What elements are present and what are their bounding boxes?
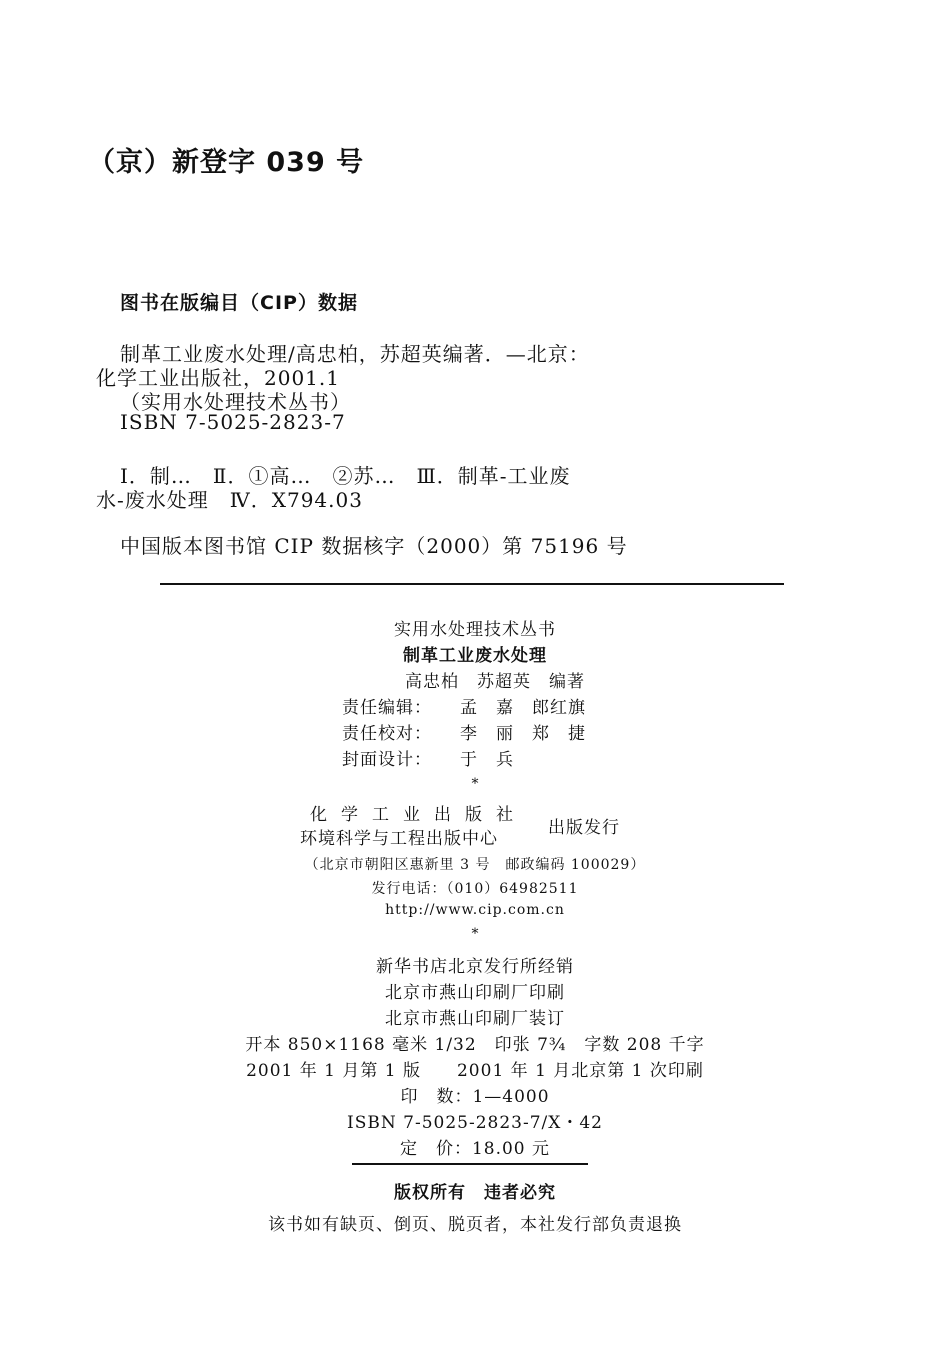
cip-line: Ⅰ．制… Ⅱ．①高… ②苏… Ⅲ．制革-工业废	[120, 464, 571, 488]
cip-line: 水-废水处理 Ⅳ．X794.03	[96, 488, 363, 512]
staff-row	[342, 719, 586, 744]
staff-value: 于 兵	[460, 750, 514, 770]
cip-line: 化学工业出版社，2001.1	[96, 366, 340, 390]
divider-rule	[352, 1163, 588, 1165]
staff-row	[342, 693, 586, 718]
distributor: 新华书店北京发行所经销	[376, 957, 574, 977]
isbn: ISBN 7-5025-2823-7/X・42	[347, 1113, 603, 1133]
format-info: 开本 850×1168 毫米 1/32 印张 7¾ 字数 208 千字	[245, 1035, 705, 1055]
cip-heading: 图书在版编目（CIP）数据	[120, 292, 358, 314]
price: 定 价：18.00 元	[399, 1139, 551, 1159]
separator-star: *	[471, 926, 479, 942]
cip-line: ISBN 7-5025-2823-7	[120, 410, 346, 434]
publish-action: 出版发行	[548, 818, 620, 838]
binder: 北京市燕山印刷厂装订	[385, 1009, 565, 1029]
publisher-address: （北京市朝阳区惠新里 3 号 邮政编码 100029）	[304, 857, 646, 873]
printer: 北京市燕山印刷厂印刷	[385, 983, 565, 1003]
authors: 高忠柏 苏超英 编著	[405, 672, 585, 692]
divider-rule	[160, 583, 784, 585]
staff-label: 责任校对：	[342, 724, 432, 744]
publisher-url: http://www.cip.com.cn	[385, 902, 565, 918]
publisher-center: 环境科学与工程出版中心	[300, 829, 498, 849]
registration-number: （京）新登字 039 号	[88, 147, 365, 178]
staff-row	[342, 745, 514, 770]
series-name: 实用水处理技术丛书	[394, 620, 556, 640]
print-run: 印 数：1—4000	[400, 1087, 550, 1107]
copyright-notice: 版权所有 违者必究	[394, 1183, 556, 1203]
return-notice: 该书如有缺页、倒页、脱页者，本社发行部负责退换	[268, 1215, 682, 1235]
cip-line: （实用水处理技术丛书）	[120, 390, 351, 414]
staff-value: 李 丽 郑 捷	[460, 724, 586, 744]
staff-label: 封面设计：	[342, 750, 432, 770]
staff-value: 孟 嘉 郎红旗	[460, 698, 586, 718]
publisher-phone: 发行电话：（010）64982511	[371, 881, 579, 897]
publisher-name: 化学工业出版社	[310, 805, 527, 825]
separator-star: *	[471, 776, 479, 792]
edition-info: 2001 年 1 月第 1 版 2001 年 1 月北京第 1 次印刷	[246, 1061, 704, 1081]
book-title: 制革工业废水处理	[403, 646, 547, 666]
cip-line: 制革工业废水处理/高忠柏，苏超英编著．—北京：	[120, 342, 590, 366]
staff-label: 责任编辑：	[342, 698, 432, 718]
cip-data-number: 中国版本图书馆 CIP 数据核字（2000）第 75196 号	[120, 534, 628, 558]
